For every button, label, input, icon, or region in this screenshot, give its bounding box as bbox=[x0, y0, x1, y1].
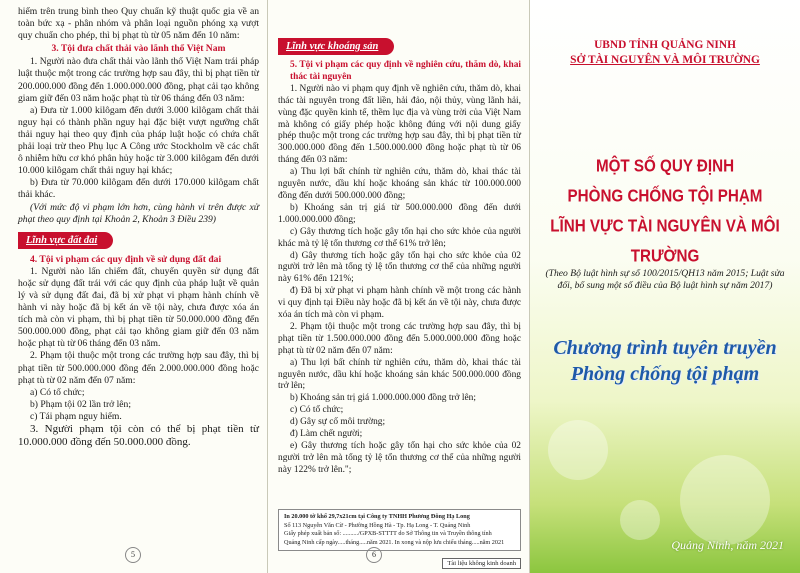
para-res-2dd: đ) Làm chết người; bbox=[290, 429, 363, 440]
para-waste-b: b) Đưa từ 70.000 kilôgam đến dưới 170.000 kilôgam chất thải khác. bbox=[18, 177, 259, 201]
panel1-intro: hiếm trên trung bình theo Quy chuẩn kỹ thuật quốc gia về an toàn bức xạ - phân nhóm và phân loại nguồn phóng xạ vượt quy chuẩn cho phép, thì bị phạt tù từ 05 năm đến 10 năm: bbox=[18, 6, 259, 42]
decor-bokeh bbox=[680, 455, 770, 545]
panel-page-5 bbox=[0, 0, 268, 573]
non-commercial-note: Tài liệu không kinh doanh bbox=[442, 558, 521, 569]
para-land-1: 1. Người nào lấn chiếm đất, chuyển quyền sử dụng đất hoặc sử dụng đất trái với các quy định của pháp luật về quản lý và sử dụng đất đai, đã bị xử phạt vi phạm hành chính về hành vi này hoặc đã bị kết án về tội này, chưa được xóa án tích mà còn vi phạm, thì bị phạt tiền từ 50.000.000 đồng đến 500.000.000 đồng, phạt cải tạo không giam giữ đến 03 năm hoặc phạt tù từ 06 tháng đến 03 năm. bbox=[18, 265, 259, 350]
print-line: In 20.000 tờ khổ 29,7x21cm tại Công ty TNHH Phương Đông Hạ Long bbox=[284, 513, 470, 521]
campaign-line-2: Phòng chống tội phạm bbox=[570, 363, 760, 385]
panel-cover bbox=[530, 0, 800, 573]
para-res-2e: e) Gây thương tích hoặc gây tổn hại cho sức khỏe của 02 người trở lên mà tổng tỷ lệ tổn thương cơ thể của những người này 122% trở lên."; bbox=[278, 441, 521, 475]
panel1-text bbox=[18, 6, 259, 226]
print-info-box bbox=[278, 509, 521, 551]
page-number-5: 5 bbox=[125, 547, 141, 563]
print-line: Số 113 Nguyễn Văn Cừ - Phường Hồng Hà - Tp. Hạ Long - T. Quảng Ninh bbox=[284, 521, 471, 529]
cover-title bbox=[538, 152, 792, 272]
heading-land-use: 4. Tội vi phạm các quy định về sử dụng đất đai bbox=[30, 253, 222, 265]
para-res-1dd: đ) Đã bị xử phạt vi phạm hành chính về một trong các hành vi quy định tại Điều này hoặc đã bị kết án về tội này, chưa được xóa án tích mà còn vi phạm. bbox=[278, 286, 521, 321]
para-res-2b: b) Khoáng sản trị giá 1.000.000.000 đồng trở lên; bbox=[290, 393, 476, 404]
panel-page-6 bbox=[268, 0, 530, 573]
para-res-1d: d) Gây thương tích hoặc gây tổn hại cho sức khỏe của 02 người trở lên mà tổng tỷ lệ tổn thương cơ thể của những người này 61% đến 121%; bbox=[278, 250, 521, 285]
heading-waste-import: 3. Tội đưa chất thải vào lãnh thổ Việt Nam bbox=[51, 43, 226, 55]
para-res-2d: d) Gây sự cố môi trường; bbox=[290, 417, 386, 428]
cover-title-line-2: PHÒNG CHỐNG TỘI PHẠM bbox=[567, 186, 763, 207]
para-res-1a: a) Thu lợi bất chính từ nghiên cứu, thăm dò, khai thác tài nguyên nước, dầu khí hoặc khoáng sản khác từ 100.000.000 đồng đến dưới 500.000.000 đồng; bbox=[278, 167, 521, 201]
agency-header bbox=[530, 38, 800, 68]
heading-resource-exploitation: 5. Tội vi phạm các quy định về nghiên cứu, thăm dò, khai thác tài nguyên bbox=[290, 60, 521, 82]
panel1-land-text bbox=[18, 254, 259, 449]
para-waste-note: (Với mức độ vi phạm lớn hơn, cùng hành vi trên được xử phạt theo quy định tại Khoản 2, Khoản 3 Điều 239) bbox=[18, 201, 259, 225]
para-land-2: 2. Phạm tội thuộc một trong các trường hợp sau đây, thì bị phạt tiền từ 500.000.000 đồng đến 2.000.000.000 đồng hoặc phạt tù từ 02 năm đến 07 năm: bbox=[18, 350, 259, 386]
para-res-2: 2. Phạm tội thuộc một trong các trường hợp sau đây, thì bị phạt tiền từ 1.500.000.000 đồng đến 5.000.000.000 đồng hoặc phạt tù từ 02 năm đến 07 năm: bbox=[278, 321, 521, 356]
para-res-2c: c) Có tổ chức; bbox=[290, 405, 344, 416]
para-waste-a: a) Đưa từ 1.000 kilôgam đến dưới 3.000 kilôgam chất thải nguy hại có thành phần nguy hại đặc biệt vượt ngưỡng chất thải nguy hại theo quy định của pháp luật hoặc có chứa chất phải loại trừ theo Phụ lục A Công ước Stockholm về các chất ô nhiễm hữu cơ khó phân hủy hoặc từ 3.000 kilôgam đến dưới 10.000 kilôgam chất thải nguy hại khác; bbox=[18, 104, 259, 177]
law-reference: (Theo Bộ luật hình sự số 100/2015/QH13 năm 2015; Luật sửa đổi, bổ sung một số điều của Bộ luật hình sự năm 2017) bbox=[545, 268, 785, 291]
panel2-text bbox=[278, 60, 521, 477]
section-tab-minerals: Lĩnh vực khoáng sản bbox=[278, 38, 394, 55]
section-tab-land: Lĩnh vực đất đai bbox=[18, 232, 113, 249]
para-res-2a: a) Thu lợi bất chính từ nghiên cứu, thăm dò, khai thác tài nguyên nước, dầu khí hoặc khoáng sản khác 500.000.000 đồng trở lên; bbox=[278, 357, 521, 392]
para-land-a: a) Có tổ chức; bbox=[30, 386, 85, 398]
decor-bokeh bbox=[548, 420, 608, 480]
campaign-line-1: Chương trình tuyên truyền bbox=[553, 337, 777, 359]
para-land-b: b) Phạm tội 02 lần trở lên; bbox=[30, 398, 131, 410]
agency-line-1: UBND TỈNH QUẢNG NINH bbox=[594, 39, 736, 51]
print-line: Quảng Ninh cấp ngày.....tháng.....năm 2021. In xong và nộp lưu chiểu tháng.....năm 2021 bbox=[284, 538, 505, 546]
para-land-3: 3. Người phạm tội còn có thể bị phạt tiền từ 10.000.000 đồng đến 50.000.000 đồng. bbox=[18, 423, 259, 448]
agency-line-2: SỞ TÀI NGUYÊN VÀ MÔI TRƯỜNG bbox=[570, 54, 760, 66]
para-res-1b: b) Khoáng sản trị giá từ 500.000.000 đồng đến dưới 1.000.000.000 đồng; bbox=[278, 202, 521, 225]
cover-footer: Quảng Ninh, năm 2021 bbox=[671, 538, 784, 552]
cover-title-line-3: LĨNH VỰC TÀI NGUYÊN VÀ MÔI TRƯỜNG bbox=[550, 216, 780, 267]
page-number-6: 6 bbox=[366, 547, 382, 563]
para-land-c: c) Tái phạm nguy hiểm. bbox=[30, 410, 122, 422]
cover-title-line-1: MỘT SỐ QUY ĐỊNH bbox=[595, 156, 735, 177]
para-waste-1: 1. Người nào đưa chất thải vào lãnh thổ Việt Nam trái pháp luật thuộc một trong các trường hợp sau đây, thì bị phạt tiền từ 200.000.000 đồng đến 1.000.000.000 đồng, phạt cải tạo không giam giữ đến 03 năm hoặc phạt tù từ 06 tháng đến 03 năm: bbox=[18, 56, 259, 104]
decor-bokeh bbox=[620, 500, 660, 540]
para-res-1: 1. Người nào vi phạm quy định về nghiên cứu, thăm dò, khai thác tài nguyên trong đất liền, hải đảo, nội thủy, vùng lãnh hải, vùng đặc quyền kinh tế, thềm lục địa và vùng trời của Việt Nam mà không có giấy phép hoặc không đúng với nội dung giấy phép thuộc một trong các trường hợp sau đây, thì bị phạt tiền từ 300.000.000 đồng đến 1.500.000.000 đồng hoặc phạt tù từ 06 tháng đến 03 năm: bbox=[278, 83, 521, 166]
campaign-title bbox=[530, 335, 800, 387]
para-res-1c: c) Gây thương tích hoặc gây tổn hại cho sức khỏe của người khác mà tỷ lệ tổn thương cơ thể 61% trở lên; bbox=[278, 226, 521, 249]
print-line: Giấy phép xuất bản số: ........../GPXB-STTTT do Sở Thông tin và Truyền thông tỉnh bbox=[284, 530, 492, 538]
